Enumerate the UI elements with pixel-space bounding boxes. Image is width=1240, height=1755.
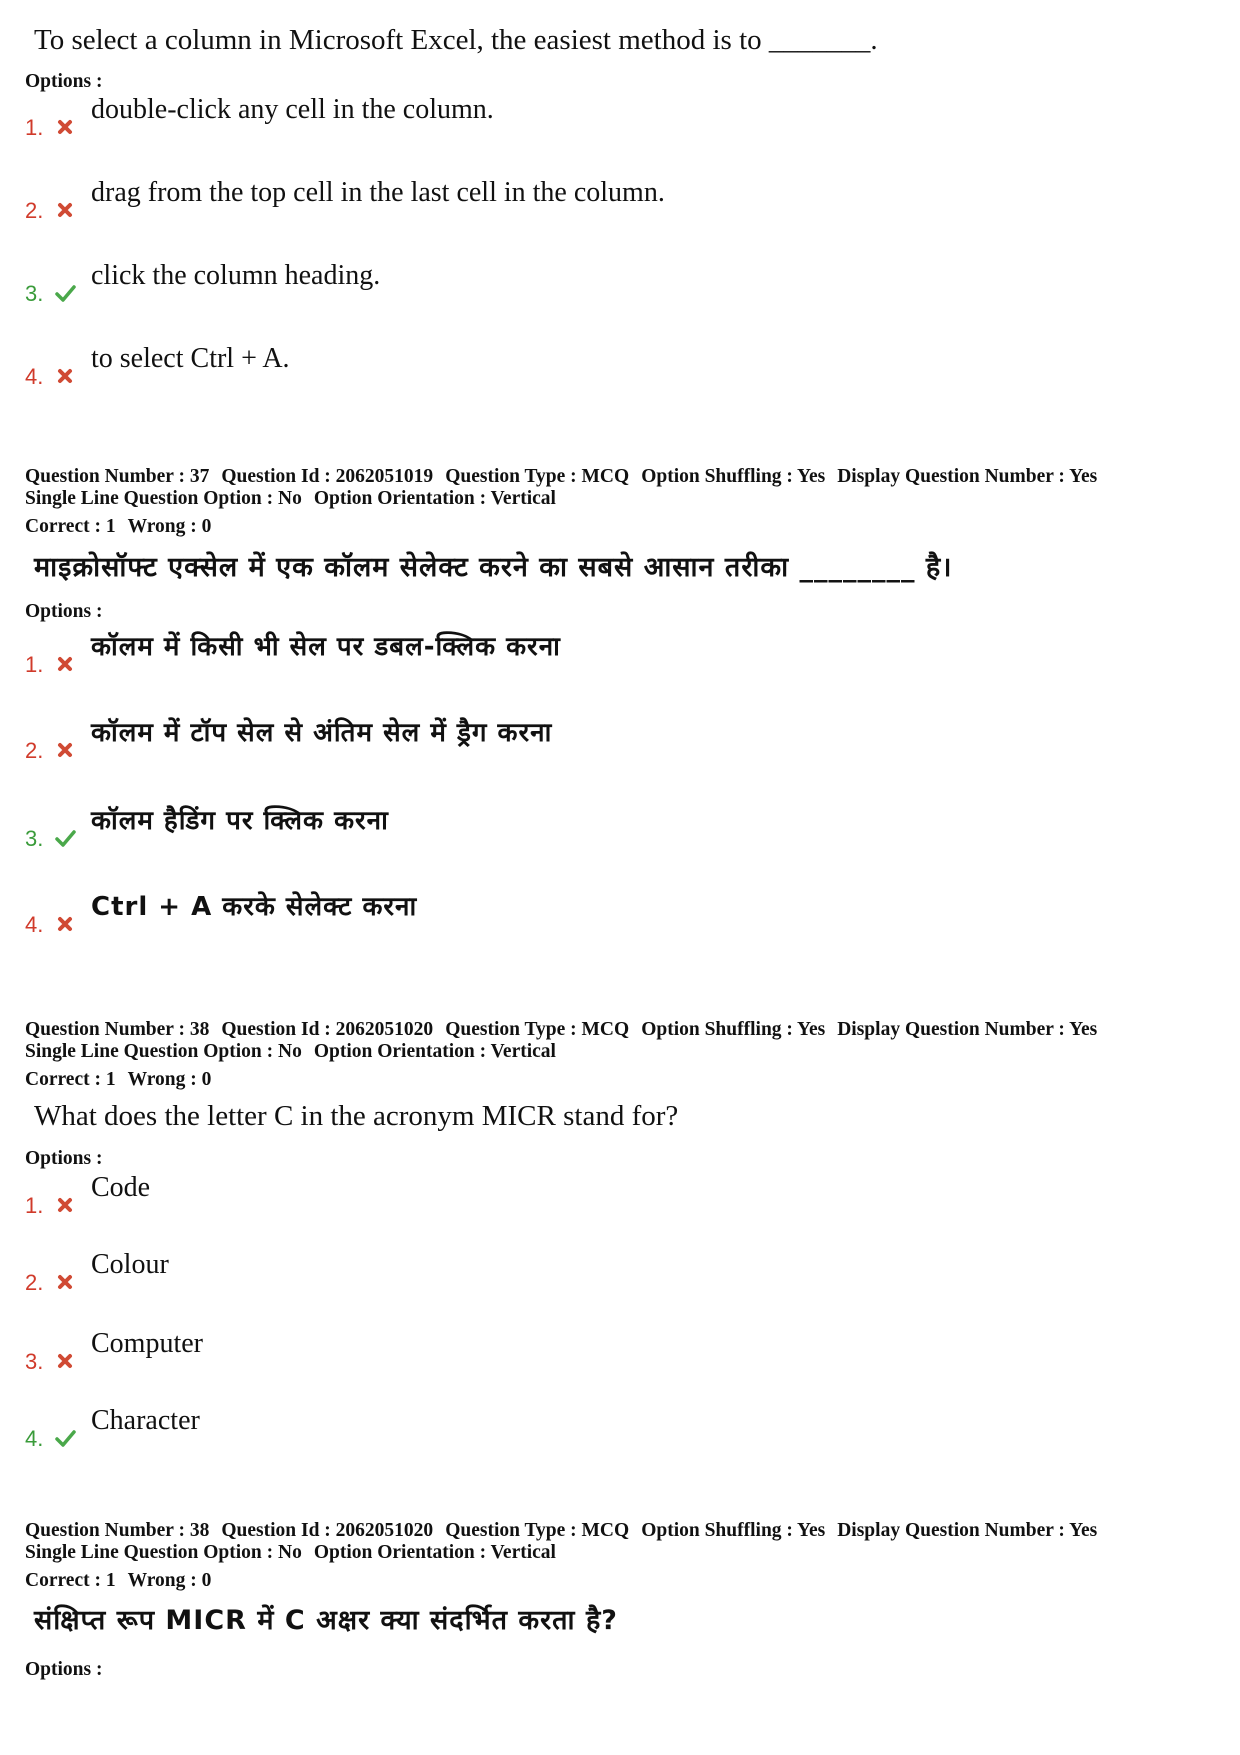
meta-line-2	[25, 1041, 1200, 1063]
option-shuffling: Option Shuffling : Yes	[641, 466, 826, 487]
check-icon	[54, 1427, 76, 1449]
meta-line-1	[25, 1019, 1200, 1041]
single-line-option: Single Line Question Option : No	[25, 1542, 302, 1563]
option-number: 4.	[25, 1426, 44, 1451]
marks-line	[25, 1570, 1200, 1592]
question-type: Question Type : MCQ	[445, 466, 630, 487]
option-row	[25, 94, 1200, 140]
option-row	[25, 1328, 1200, 1374]
question-text	[25, 1098, 1200, 1134]
option-row	[25, 1405, 1200, 1451]
option-text: Colour	[91, 1249, 169, 1280]
wrong-marks: Wrong : 0	[127, 516, 212, 537]
option-orientation: Option Orientation : Vertical	[313, 1041, 556, 1062]
question-37-text: माइक्रोसॉफ्ट एक्सेल में एक कॉलम सेलेक्ट करने का सबसे आसान तरीका ________ है।	[34, 552, 953, 583]
question-38-hindi-text: संक्षिप्त रूप MICR में C अक्षर क्या संदर्भित करता है?	[34, 1605, 618, 1636]
cross-icon	[54, 739, 76, 761]
option-text: Character	[91, 1405, 200, 1436]
option-shuffling: Option Shuffling : Yes	[641, 1520, 826, 1541]
correct-marks: Correct : 1	[25, 1069, 116, 1090]
options-heading	[25, 1658, 1200, 1682]
option-row	[25, 805, 1200, 851]
option-number: 4.	[25, 364, 44, 389]
option-row	[25, 891, 1200, 937]
display-question-number: Display Question Number : Yes	[837, 466, 1098, 487]
check-icon	[54, 282, 76, 304]
option-row	[25, 1249, 1200, 1295]
meta-line-1	[25, 466, 1200, 488]
question-38-text: What does the letter C in the acronym MICR stand for?	[34, 1100, 679, 1132]
question-id: Question Id : 2062051020	[221, 1520, 434, 1541]
cross-icon	[54, 913, 76, 935]
option-text: Computer	[91, 1328, 203, 1359]
option-number: 2.	[25, 198, 44, 223]
meta-line-1	[25, 1520, 1200, 1542]
option-text: कॉलम में किसी भी सेल पर डबल-क्लिक करना	[91, 632, 561, 662]
question-meta	[25, 1019, 1200, 1091]
cross-icon	[54, 1271, 76, 1293]
question-id: Question Id : 2062051020	[221, 1019, 434, 1040]
question-number: Question Number : 38	[25, 1520, 210, 1541]
option-number: 1.	[25, 115, 44, 140]
option-orientation: Option Orientation : Vertical	[313, 488, 556, 509]
cross-icon	[54, 1350, 76, 1372]
single-line-option: Single Line Question Option : No	[25, 1041, 302, 1062]
option-text: Code	[91, 1172, 151, 1203]
options-label: Options :	[25, 1659, 103, 1680]
options-label: Options :	[25, 1148, 103, 1169]
option-text: कॉलम हैडिंग पर क्लिक करना	[91, 806, 389, 836]
option-number: 4.	[25, 912, 44, 937]
correct-marks: Correct : 1	[25, 1570, 116, 1591]
cross-icon	[54, 199, 76, 221]
option-text: double-click any cell in the column.	[91, 94, 494, 125]
option-text: कॉलम में टॉप सेल से अंतिम सेल में ड्रैग करना	[91, 718, 553, 748]
cross-icon	[54, 653, 76, 675]
wrong-marks: Wrong : 0	[127, 1570, 212, 1591]
options-heading	[25, 600, 1200, 624]
option-text: drag from the top cell in the last cell in the column.	[91, 177, 665, 208]
options-label: Options :	[25, 71, 103, 92]
marks-line	[25, 516, 1200, 538]
cross-icon	[54, 1194, 76, 1216]
option-number: 1.	[25, 1193, 44, 1218]
option-row	[25, 631, 1200, 677]
question-text	[25, 550, 1200, 586]
question-36-text: To select a column in Microsoft Excel, the easiest method is to _______.	[34, 24, 878, 56]
meta-line-2	[25, 1542, 1200, 1564]
option-row	[25, 1172, 1200, 1218]
wrong-marks: Wrong : 0	[127, 1069, 212, 1090]
options-heading	[25, 70, 1200, 94]
options-label: Options :	[25, 601, 103, 622]
question-id: Question Id : 2062051019	[221, 466, 434, 487]
option-number: 3.	[25, 826, 44, 851]
question-type: Question Type : MCQ	[445, 1520, 630, 1541]
option-row	[25, 260, 1200, 306]
question-text	[25, 1603, 1200, 1639]
correct-marks: Correct : 1	[25, 516, 116, 537]
display-question-number: Display Question Number : Yes	[837, 1019, 1098, 1040]
option-number: 3.	[25, 281, 44, 306]
question-meta	[25, 1520, 1200, 1592]
check-icon	[54, 827, 76, 849]
option-number: 2.	[25, 1270, 44, 1295]
question-text	[25, 22, 1200, 58]
meta-line-2	[25, 488, 1200, 510]
option-orientation: Option Orientation : Vertical	[313, 1542, 556, 1563]
question-number: Question Number : 38	[25, 1019, 210, 1040]
option-text: click the column heading.	[91, 260, 381, 291]
options-heading	[25, 1147, 1200, 1171]
question-type: Question Type : MCQ	[445, 1019, 630, 1040]
cross-icon	[54, 116, 76, 138]
option-text: Ctrl + A करके सेलेक्ट करना	[91, 892, 418, 922]
option-number: 3.	[25, 1349, 44, 1374]
option-row	[25, 717, 1200, 763]
display-question-number: Display Question Number : Yes	[837, 1520, 1098, 1541]
marks-line	[25, 1069, 1200, 1091]
question-number: Question Number : 37	[25, 466, 210, 487]
option-number: 1.	[25, 652, 44, 677]
option-shuffling: Option Shuffling : Yes	[641, 1019, 826, 1040]
single-line-option: Single Line Question Option : No	[25, 488, 302, 509]
option-row	[25, 177, 1200, 223]
option-row	[25, 343, 1200, 389]
cross-icon	[54, 365, 76, 387]
question-meta	[25, 466, 1200, 538]
option-number: 2.	[25, 738, 44, 763]
option-text: to select Ctrl + A.	[91, 343, 290, 374]
